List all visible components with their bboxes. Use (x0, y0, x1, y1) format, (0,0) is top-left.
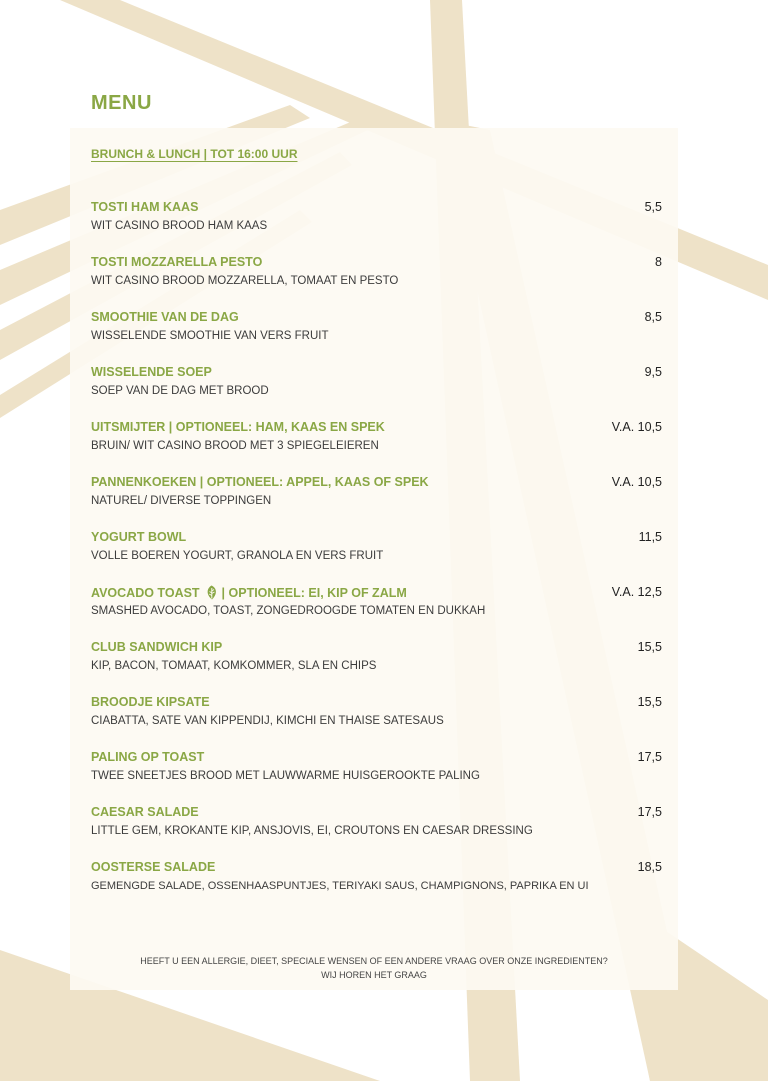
item-price: V.A. 10,5 (611, 420, 662, 434)
item-name: TOSTI HAM KAAS (91, 200, 199, 214)
item-description: NATUREL/ DIVERSE TOPPINGEN (91, 495, 272, 507)
menu-item (91, 750, 676, 790)
item-name: AVOCADO TOAST (91, 586, 200, 600)
item-description: SMASHED AVOCADO, TOAST, ZONGEDROOGDE TOMATEN EN DUKKAH (91, 605, 486, 617)
menu-item (91, 310, 676, 350)
item-description: BRUIN/ WIT CASINO BROOD MET 3 SPIEGELEIEREN (91, 440, 379, 452)
item-description: SOEP VAN DE DAG MET BROOD (91, 385, 269, 397)
menu-item (91, 585, 676, 625)
item-name: UITSMIJTER | OPTIONEEL: HAM, KAAS EN SPEK (91, 420, 385, 434)
item-name: TOSTI MOZZARELLA PESTO (91, 255, 263, 269)
item-description: WISSELENDE SMOOTHIE VAN VERS FRUIT (91, 330, 329, 342)
menu-item (91, 530, 676, 570)
item-name-suffix: | OPTIONEEL: EI, KIP OF ZALM (221, 586, 407, 600)
menu-title: MENU (91, 92, 152, 114)
menu-item (91, 365, 676, 405)
menu-item (91, 695, 676, 735)
menu-item (91, 420, 676, 460)
item-name: BROODJE KIPSATE (91, 695, 210, 709)
leaf-icon (205, 585, 218, 600)
item-name: CLUB SANDWICH KIP (91, 640, 223, 654)
allergy-note (70, 954, 678, 982)
item-price: 5,5 (644, 200, 662, 214)
item-name: CAESAR SALADE (91, 805, 199, 819)
item-description: VOLLE BOEREN YOGURT, GRANOLA EN VERS FRUIT (91, 550, 384, 562)
item-description: LITTLE GEM, KROKANTE KIP, ANSJOVIS, EI, CROUTONS EN CAESAR DRESSING (91, 825, 533, 837)
section-heading: BRUNCH & LUNCH | TOT 16:00 UUR (91, 147, 298, 161)
allergy-note-line2: WIJ HOREN HET GRAAG (321, 970, 427, 980)
item-name: YOGURT BOWL (91, 530, 187, 544)
allergy-note-line1: HEEFT U EEN ALLERGIE, DIEET, SPECIALE WENSEN OF EEN ANDERE VRAAG OVER ONZE INGREDIENTEN? (140, 956, 608, 966)
item-name: SMOOTHIE VAN DE DAG (91, 310, 239, 324)
menu-item (91, 475, 676, 515)
item-description: TWEE SNEETJES BROOD MET LAUWWARME HUISGEROOKTE PALING (91, 770, 480, 782)
item-price: V.A. 12,5 (611, 585, 662, 599)
item-name: PANNENKOEKEN | OPTIONEEL: APPEL, KAAS OF SPEK (91, 475, 429, 489)
item-price: 17,5 (637, 750, 662, 764)
item-description: WIT CASINO BROOD MOZZARELLA, TOMAAT EN PESTO (91, 275, 399, 287)
item-name: PALING OP TOAST (91, 750, 205, 764)
item-price: 15,5 (637, 695, 662, 709)
item-price: V.A. 10,5 (611, 475, 662, 489)
item-price: 18,5 (637, 860, 662, 874)
item-description: CIABATTA, SATE VAN KIPPENDIJ, KIMCHI EN THAISE SATESAUS (91, 715, 444, 727)
menu-item (91, 860, 676, 900)
menu-item (91, 200, 676, 240)
menu-item (91, 805, 676, 845)
item-price: 8 (655, 255, 662, 269)
item-price: 8,5 (644, 310, 662, 324)
item-price: 17,5 (637, 805, 662, 819)
menu-item (91, 255, 676, 295)
item-name: OOSTERSE SALADE (91, 860, 216, 874)
menu-item (91, 640, 676, 680)
item-price: 15,5 (637, 640, 662, 654)
item-price: 9,5 (644, 365, 662, 379)
item-description: GEMENGDE SALADE, OSSENHAASPUNTJES, TERIYAKI SAUS, CHAMPIGNONS, PAPRIKA EN UI (91, 880, 589, 892)
item-name: WISSELENDE SOEP (91, 365, 212, 379)
item-name-group (91, 585, 407, 600)
item-price: 11,5 (638, 530, 662, 544)
item-description: KIP, BACON, TOMAAT, KOMKOMMER, SLA EN CHIPS (91, 660, 377, 672)
item-description: WIT CASINO BROOD HAM KAAS (91, 220, 268, 232)
